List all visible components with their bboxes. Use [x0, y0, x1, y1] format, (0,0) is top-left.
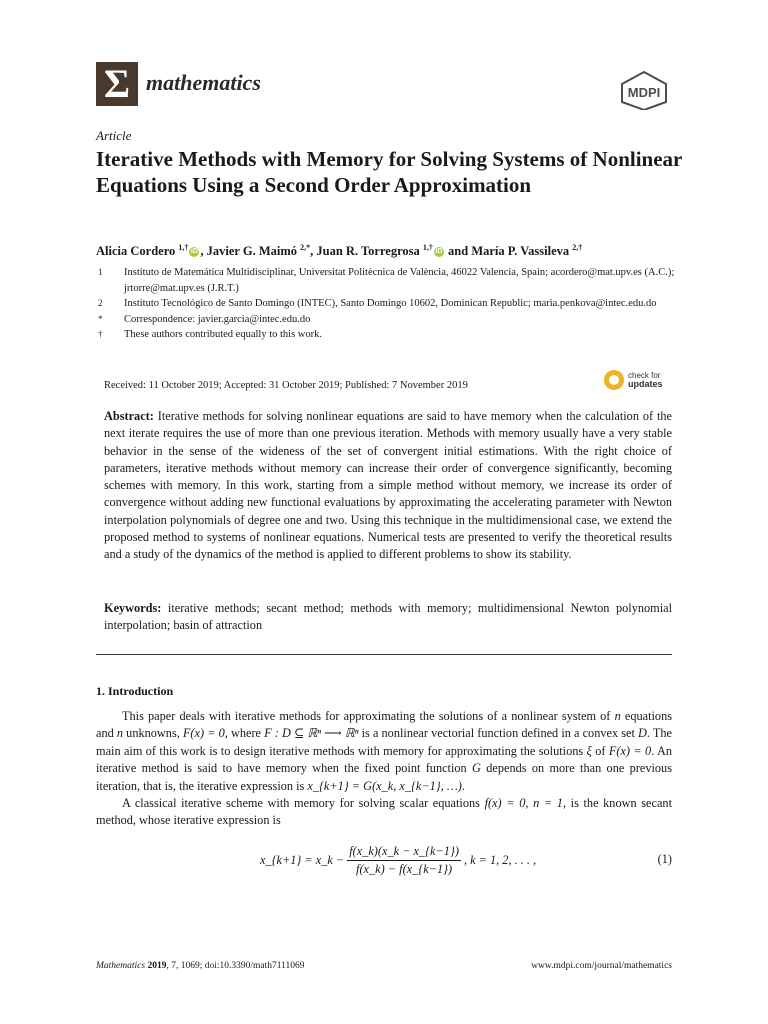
author-name: Alicia Cordero: [96, 244, 176, 259]
affiliation-list: [96, 265, 696, 343]
affiliation-mark: †: [98, 329, 103, 339]
section-divider: [96, 654, 672, 655]
equation-denominator: f(x_k) − f(x_{k−1}): [356, 862, 453, 876]
abstract: [104, 408, 672, 564]
introduction-body: [96, 708, 672, 830]
equation-1: [96, 842, 672, 882]
footer-url[interactable]: www.mdpi.com/journal/mathematics: [531, 961, 672, 971]
affiliation-text: Correspondence: javier.garcia@intec.edu.do: [124, 313, 311, 325]
article-type: Article: [96, 128, 132, 143]
publisher-name: MDPI: [627, 85, 661, 100]
keywords-label: Keywords:: [104, 601, 162, 615]
equation-number: (1): [657, 852, 672, 866]
author-affiliation-mark: 1,†: [422, 243, 433, 252]
orcid-icon[interactable]: iD: [190, 248, 198, 256]
journal-name: mathematics: [146, 70, 261, 95]
author-name: María P. Vassileva: [471, 244, 570, 259]
affiliation-mark: 2: [98, 298, 103, 308]
abstract-text: Iterative methods for solving nonlinear equations are said to have memory when the calculation of the next iterate requires the use of more than one previous iteration. Methods with memory usually have a very stable behavior in the sense of the wideness of the set of convergent initial estimations. With the right choice of parameters, iterative methods without memory can increase their order of convergence significantly, becoming schemes with memory. In this work, starting from a simple method without memory, we increase its order of convergence without adding new functional evaluations by approximating the accelerating parameter with Newton interpolation polynomials of degree one and two. Using this technique in the multidimensional case, we extend the proposed method to systems of nonlinear equations. Numerical tests are presented to verify the theoretical results and a study of the dynamics of the method is applied to different problems to show its stability.: [104, 409, 672, 562]
journal-logo: Σ: [96, 62, 138, 106]
check-updates-line2: updates: [628, 379, 663, 389]
author-name: Javier G. Maimó: [206, 244, 298, 259]
publication-dates: Received: 11 October 2019; Accepted: 31 October 2019; Published: 7 November 2019: [104, 380, 468, 391]
author-affiliation-mark: 1,†: [178, 243, 189, 252]
author-affiliation-mark: 2,*: [300, 243, 311, 252]
orcid-icon[interactable]: iD: [435, 248, 443, 256]
section-heading: 1. Introduction: [96, 684, 174, 698]
affiliation-text: These authors contributed equally to this work.: [124, 329, 322, 340]
keywords-text: iterative methods; secant method; methods with memory; multidimensional Newton polynomial interpolation; basin of attraction: [104, 601, 672, 633]
affiliation-mark: 1: [98, 267, 103, 277]
check-updates-icon: [604, 370, 624, 390]
mdpi-logo-icon: [618, 70, 670, 110]
affiliation-item: [96, 312, 696, 328]
author-separator: ,: [310, 244, 317, 259]
check-for-updates-badge[interactable]: [604, 368, 676, 392]
intro-paragraph-2: A classical iterative scheme with memory for solving scalar equations f(x) = 0, n = 1, is the known secant method, whose iterative expression is: [96, 796, 672, 828]
author-affiliation-mark: 2,†: [572, 243, 583, 252]
check-updates-line1: check for: [628, 371, 661, 380]
abstract-label: Abstract:: [104, 409, 154, 423]
equation-lhs: x_{k+1} = x_k −: [260, 853, 345, 867]
author-name: Juan R. Torregrosa: [316, 244, 420, 259]
affiliation-text: Instituto Tecnológico de Santo Domingo (INTEC), Santo Domingo 10602, Dominican Republic; maria.penkova@intec.edu.do: [124, 298, 657, 309]
equation-fraction: [347, 844, 461, 877]
affiliation-mark: *: [98, 313, 103, 324]
affiliation-text: Instituto de Matemática Multidisciplinar, Universitat Politècnica de València, 46022 Valencia, Spain; acordero@mat.upv.es (A.C.); jrtorre@mat.upv.es (J.R.T.): [124, 267, 675, 294]
footer-citation: Mathematics 2019, 7, 1069; doi:10.3390/math7111069: [96, 961, 305, 971]
author-separator: ,: [200, 244, 207, 259]
affiliation-item: [96, 327, 696, 343]
equation-numerator: f(x_k)(x_k − x_{k−1}): [347, 844, 461, 861]
equation-tail: , k = 1, 2, . . . ,: [463, 853, 537, 867]
paper-title: Iterative Methods with Memory for Solving Systems of Nonlinear Equations Using a Second Order Approximation: [96, 147, 682, 197]
author-list: [96, 243, 582, 259]
affiliation-item: [96, 296, 696, 312]
keywords: [104, 600, 672, 635]
author-separator: and: [444, 244, 472, 259]
affiliation-item: [96, 265, 696, 296]
intro-paragraph-1: This paper deals with iterative methods for approximating the solutions of a nonlinear system of n equations and n unknowns, F(x) = 0, where F : D ⊆ ℝⁿ ⟶ ℝⁿ is a nonlinear vectorial function defined in a convex set D. The main aim of this work is to design iterative methods with memory for approximating the solutions ξ of F(x) = 0. An iterative method is said to have memory when the fixed point function G depends on more than one previous iteration, that is, the iterative expression is x_{k+1} = G(x_k, x_{k−1}, …).: [96, 709, 673, 793]
